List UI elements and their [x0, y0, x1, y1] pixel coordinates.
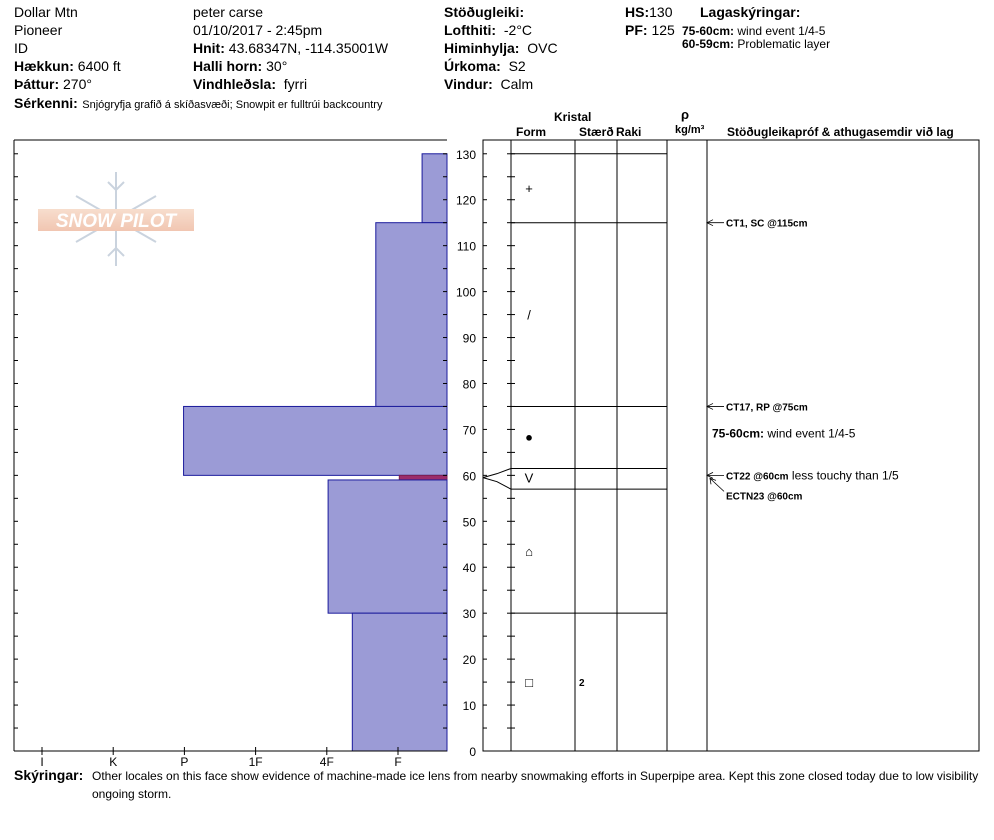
hardness-tick-label: 1F — [248, 755, 263, 769]
crystal-form-symbol: + — [525, 181, 533, 197]
crystal-header: Kristal — [554, 110, 592, 124]
depth-tick-label: 70 — [462, 423, 476, 438]
crystal-form-symbol: ⌂ — [525, 544, 533, 560]
depth-tick-label: 110 — [456, 239, 476, 254]
hardness-tick-label: K — [109, 755, 118, 769]
pf-label: PF: — [625, 22, 648, 38]
depth-tick-label: 80 — [462, 377, 476, 392]
layer-connector-line — [483, 468, 511, 477]
hardness-tick-label: I — [40, 755, 44, 769]
slope-label: Halli horn: — [193, 58, 263, 74]
wind-value: Calm — [500, 76, 534, 92]
rho-header: ρ — [681, 107, 690, 122]
precip-label: Úrkoma: — [444, 58, 501, 74]
hardness-tick-label: 4F — [319, 755, 334, 769]
coords-label: Hnit: — [193, 40, 225, 56]
footer-comment-line2: ongoing storm. — [92, 787, 172, 801]
features-label: Sérkenni: — [14, 95, 78, 111]
size-header: Stærð — [579, 125, 614, 139]
depth-tick-label: 130 — [455, 147, 476, 162]
air-temp-value: -2°C — [503, 22, 533, 38]
layer-note-text: Problematic layer — [737, 37, 831, 51]
depth-tick-label: 120 — [455, 193, 476, 208]
layer-comment: 75-60cm: wind event 1/4-5 — [712, 426, 856, 441]
test-result-label: CT17, RP @75cm — [726, 402, 808, 414]
depth-tick-label: 60 — [462, 469, 476, 484]
crystal-form-symbol: V — [524, 470, 534, 486]
stability-label: Stöðugleiki: — [444, 4, 525, 20]
area-name: Pioneer — [14, 22, 63, 38]
elevation-value: 6400 ft — [77, 58, 121, 74]
logo-text: SNOW PILOT — [55, 211, 177, 232]
crystal-form-symbol: □ — [525, 675, 533, 691]
form-header: Form — [516, 125, 546, 139]
precip-value: S2 — [508, 58, 526, 74]
aspect-value: 270° — [63, 76, 92, 92]
tests-header: Stöðugleikapróf & athugasemdir við lag — [727, 125, 954, 139]
elevation-label: Hækkun: — [14, 58, 74, 74]
test-result-label: ECTN23 @60cm — [726, 491, 803, 503]
footer-label: Skýringar: — [14, 767, 84, 783]
coords-value: 43.68347N, -114.35001W — [228, 40, 389, 56]
layer-notes-label: Lagaskýringar: — [700, 4, 801, 20]
sky-label: Himinhylja: — [444, 40, 520, 56]
profile-table-border — [483, 140, 979, 751]
layer-note-text: wind event 1/4-5 — [737, 24, 826, 38]
layer-note-depth: 75-60cm: — [682, 24, 735, 38]
test-arrow — [710, 478, 724, 491]
depth-tick-label: 90 — [462, 331, 476, 346]
observer-name: peter carse — [193, 4, 264, 20]
hardness-bar — [422, 154, 447, 223]
depth-tick-label: 50 — [462, 515, 476, 530]
hardness-bar — [352, 613, 447, 751]
hardness-bar — [399, 475, 447, 480]
air-temp-label: Lofthiti: — [444, 22, 497, 38]
hardness-tick-label: F — [394, 755, 402, 769]
footer-comment-line1: Other locales on this face show evidence of machine-made ice lens from nearby snowmaking efforts in Superpipe area. Kept this zone closed today due to low visibility — [92, 769, 979, 783]
hardness-bar — [328, 480, 447, 613]
crystal-size-value: 2 — [579, 678, 585, 690]
depth-tick-label: 100 — [455, 285, 476, 300]
layer-note-depth: 60-59cm: — [682, 37, 735, 51]
wind-loading-value: fyrri — [283, 76, 308, 92]
wind-label: Vindur: — [444, 76, 493, 92]
test-result-label: CT22 @60cm less touchy than 1/5 — [726, 468, 899, 483]
test-result-label: CT1, SC @115cm — [726, 218, 808, 230]
hs-label: HS: — [625, 4, 650, 20]
hardness-bar — [376, 223, 447, 407]
layer-connector-line — [483, 478, 511, 489]
slope-value: 30° — [266, 58, 288, 74]
depth-tick-label: 40 — [462, 561, 476, 576]
hardness-bar — [184, 406, 447, 475]
aspect-label: Þáttur: — [14, 76, 60, 92]
hs-value: 130 — [649, 4, 673, 20]
density-unit-header: kg/m³ — [675, 124, 705, 136]
depth-tick-label: 10 — [462, 699, 476, 714]
wind-loading-label: Vindhleðsla: — [193, 76, 276, 92]
observation-datetime: 01/10/2017 - 2:45pm — [193, 22, 323, 38]
depth-tick-label: 20 — [462, 653, 476, 668]
moisture-header: Raki — [616, 125, 642, 139]
crystal-form-symbol: ● — [525, 429, 533, 445]
sky-value: OVC — [527, 40, 558, 56]
hardness-tick-label: P — [180, 755, 189, 769]
location-name: Dollar Mtn — [14, 4, 78, 20]
features-value: Snjógryfja grafið á skíðasvæði; Snowpit er fulltrúi backcountry — [82, 99, 383, 111]
pf-value: 125 — [651, 22, 675, 38]
id-label: ID — [14, 40, 28, 56]
depth-tick-label: 0 — [469, 745, 476, 759]
snowpilot-logo — [38, 172, 194, 266]
depth-tick-label: 30 — [462, 607, 476, 622]
crystal-form-symbol: / — [527, 307, 531, 323]
